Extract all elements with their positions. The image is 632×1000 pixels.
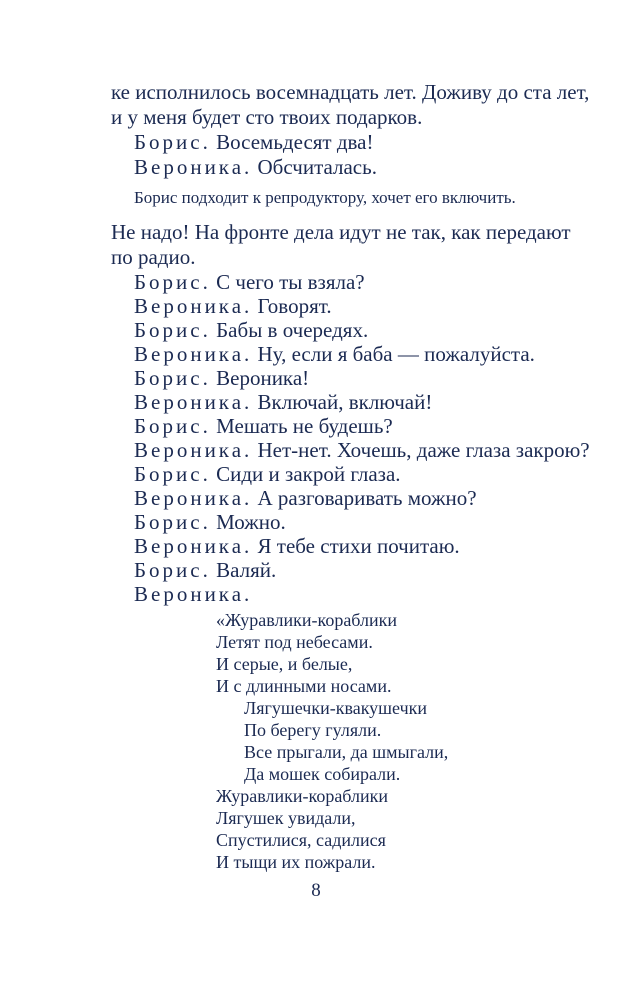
speaker-name: Борис.: [134, 414, 211, 438]
dialogue-text: Говорят.: [252, 294, 332, 318]
page-number: 8: [311, 880, 321, 901]
dialogue-text: Обсчиталась.: [252, 155, 377, 179]
dialogue-text: Сиди и закрой глаза.: [210, 462, 401, 486]
speaker-name: Вероника.: [134, 294, 253, 318]
speaker-name: Борис.: [134, 270, 211, 294]
dialogue-line: [134, 155, 377, 180]
poem-line: Журавлики-кораблики: [216, 786, 389, 806]
poem-line: И тыщи их пожрали.: [216, 852, 376, 872]
prose-line: и у меня будет сто твоих подарков.: [111, 105, 423, 129]
dialogue-text: Нет-нет. Хочешь, даже глаза закрою?: [252, 438, 590, 462]
poem-line: Спустилися, садилися: [216, 830, 386, 850]
poem-line: Все прыгали, да шмыгали,: [244, 742, 449, 762]
dialogue-text: Можно.: [210, 510, 286, 534]
dialogue-text: А разговаривать можно?: [252, 486, 477, 510]
dialogue-line: [134, 318, 368, 343]
dialogue-text: Бабы в очередях.: [210, 318, 369, 342]
dialogue-line: [134, 342, 535, 367]
dialogue-text: Вероника!: [210, 366, 310, 390]
speaker-name: Борис.: [134, 366, 211, 390]
speaker-name: Вероника.: [134, 534, 253, 558]
dialogue-line: [134, 558, 276, 583]
speaker-name: Вероника.: [134, 390, 253, 414]
prose-line: Не надо! На фронте дела идут не так, как передают: [111, 220, 571, 244]
dialogue-text: Валяй.: [210, 558, 277, 582]
poem-line: Лягушек увидали,: [216, 808, 356, 828]
dialogue-line: [134, 390, 432, 415]
poem-line: И серые, и белые,: [216, 654, 353, 674]
dialogue-line: [134, 294, 332, 319]
speaker-name: Борис.: [134, 510, 211, 534]
dialogue-line: [134, 414, 393, 439]
speaker-name: Борис.: [134, 462, 211, 486]
dialogue-line: [134, 534, 460, 559]
dialogue-line: [134, 366, 309, 391]
poem-line: «Журавлики-кораблики: [216, 610, 398, 630]
dialogue-text: Ну, если я баба — пожалуйста.: [252, 342, 535, 366]
dialogue-line: [134, 130, 374, 155]
dialogue-text: Мешать не будешь?: [210, 414, 393, 438]
dialogue-line: [134, 462, 401, 487]
stage-direction: Борис подходит к репродуктору, хочет его включить.: [134, 188, 516, 207]
dialogue-text: Включай, включай!: [252, 390, 433, 414]
poem-line: Да мошек собирали.: [244, 764, 401, 784]
dialogue-line: [134, 486, 477, 511]
dialogue-text: С чего ты взяла?: [210, 270, 365, 294]
speaker-name: Вероника.: [134, 155, 253, 179]
dialogue-line: [134, 582, 252, 607]
dialogue-line: [134, 510, 286, 535]
speaker-name: Борис.: [134, 558, 211, 582]
speaker-name: Вероника.: [134, 486, 253, 510]
dialogue-line: [134, 438, 590, 463]
prose-line: по радио.: [111, 245, 196, 269]
prose-line: ке исполнилось восемнадцать лет. Доживу до ста лет,: [111, 80, 590, 104]
speaker-name: Вероника.: [134, 342, 253, 366]
poem-line: По берегу гуляли.: [244, 720, 382, 740]
speaker-name: Борис.: [134, 130, 211, 154]
poem-line: Летят под небесами.: [216, 632, 373, 652]
poem-line: Лягушечки-квакушечки: [244, 698, 428, 718]
dialogue-line: [134, 270, 365, 295]
poem-line: И с длинными носами.: [216, 676, 392, 696]
speaker-name: Вероника.: [134, 582, 253, 606]
dialogue-text: Восемьдесят два!: [210, 130, 374, 154]
dialogue-text: Я тебе стихи почитаю.: [252, 534, 460, 558]
speaker-name: Борис.: [134, 318, 211, 342]
speaker-name: Вероника.: [134, 438, 253, 462]
